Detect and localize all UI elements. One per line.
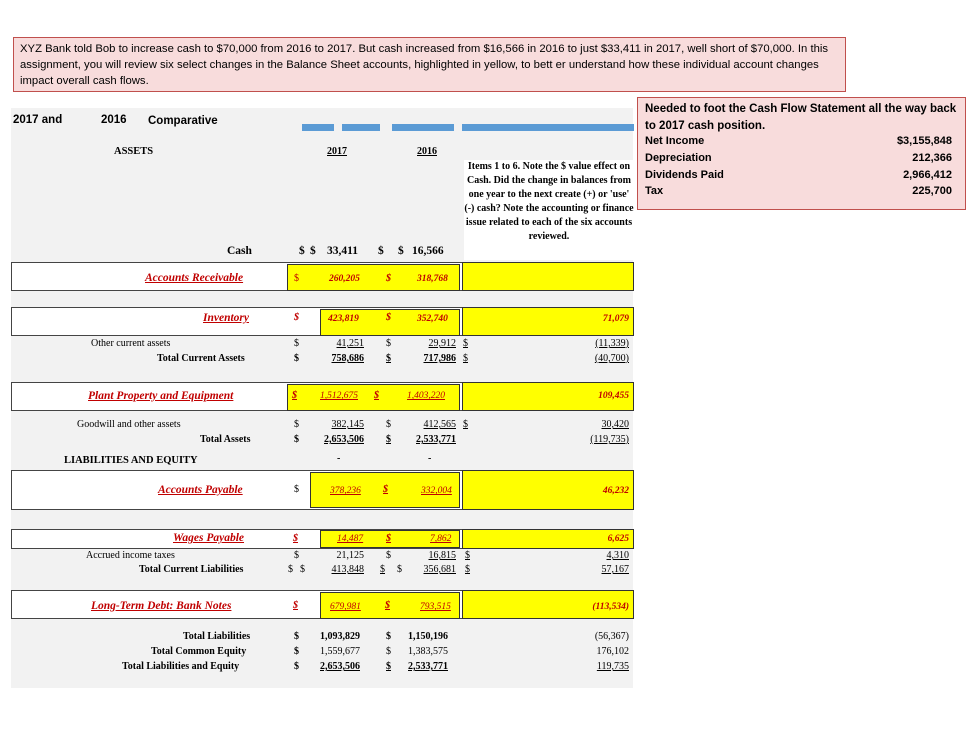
total-common-equity-2016: 1,383,575 bbox=[408, 646, 448, 657]
long-term-debt-change: (113,534) bbox=[592, 602, 629, 612]
total-assets-2017: 2,653,506 bbox=[324, 434, 364, 445]
total-current-liabilities-change: 57,167 bbox=[601, 564, 629, 575]
accrued-taxes-dollar-change: $ bbox=[465, 550, 470, 561]
cash-flow-note bbox=[637, 97, 966, 210]
cash-dollar-c: $ bbox=[378, 245, 384, 257]
total-assets-label: Total Assets bbox=[200, 434, 251, 445]
tax-value: 225,700 bbox=[912, 185, 952, 197]
total-liabilities-dollar-2016: $ bbox=[386, 631, 391, 642]
goodwill-change: 30,420 bbox=[601, 419, 629, 430]
accounts-receivable-change-cell bbox=[462, 262, 634, 291]
total-current-assets-dollar-2017: $ bbox=[294, 353, 299, 364]
goodwill-dollar-change: $ bbox=[463, 419, 468, 430]
total-current-liabilities-dollar-c: $ bbox=[380, 564, 385, 575]
instructions-text: Items 1 to 6. Note the $ value effect on Cash. Did the change in balances from one year to the next create (+) or 'use' (-) cash? Note the accounting or finance issue related to each of the six accounts reviewed. bbox=[464, 161, 634, 242]
accrued-taxes-dollar-2017: $ bbox=[294, 550, 299, 561]
cash-dollar-b: $ bbox=[310, 245, 316, 257]
header-year-2017: 2017 and bbox=[13, 114, 63, 126]
total-liabilities-equity-label: Total Liabilities and Equity bbox=[122, 661, 240, 672]
total-liabilities-dollar-2017: $ bbox=[294, 631, 299, 642]
total-liabilities-equity-dollar-2016: $ bbox=[386, 661, 391, 672]
other-current-assets-dollar-2016: $ bbox=[386, 338, 391, 349]
ppe-2016: 1,403,220 bbox=[407, 391, 445, 401]
accounts-payable-label: Accounts Payable bbox=[158, 484, 243, 496]
total-liabilities-2016: 1,150,196 bbox=[408, 631, 448, 642]
intro-text: XYZ Bank told Bob to increase cash to $70,000 from 2016 to 2017. But cash increased from $16,566 in 2016 to just $33,411 in 2017, well short of $70,000. In this assignment, you will review six select changes in the Balance Sheet accounts, highlighted in yellow, to bett er understand how these individual account changes impact overall cash flows. bbox=[20, 43, 829, 87]
instructions-note bbox=[464, 160, 634, 260]
total-liabilities-change: (56,367) bbox=[594, 631, 629, 642]
other-current-assets-change: (11,339) bbox=[595, 338, 629, 349]
wages-payable-dollar-2017: $ bbox=[293, 533, 298, 544]
total-current-liabilities-2016: 356,681 bbox=[423, 564, 456, 575]
total-common-equity-label: Total Common Equity bbox=[151, 646, 247, 657]
ppe-2017: 1,512,675 bbox=[320, 391, 358, 401]
dividends-paid-label: Dividends Paid bbox=[645, 169, 724, 181]
other-current-assets-dollar-2017: $ bbox=[294, 338, 299, 349]
liabilities-dash-2017: - bbox=[337, 453, 341, 464]
total-common-equity-change: 176,102 bbox=[596, 646, 629, 657]
total-common-equity-2017: 1,559,677 bbox=[320, 646, 360, 657]
accounts-payable-2016: 332,004 bbox=[421, 486, 452, 496]
total-common-equity-dollar-2017: $ bbox=[294, 646, 299, 657]
cash-label: Cash bbox=[227, 245, 252, 257]
goodwill-dollar-2016: $ bbox=[386, 419, 391, 430]
accounts-receivable-2016: 318,768 bbox=[417, 274, 448, 284]
inventory-label: Inventory bbox=[203, 312, 249, 324]
col-2017-header: 2017 bbox=[327, 146, 347, 157]
dividends-paid-value: 2,966,412 bbox=[903, 169, 952, 181]
long-term-debt-dollar-2017: $ bbox=[293, 600, 298, 611]
ppe-change: 109,455 bbox=[598, 391, 629, 401]
cash-dollar-a: $ bbox=[299, 245, 305, 257]
intro-note bbox=[13, 37, 846, 92]
other-current-assets-label: Other current assets bbox=[91, 338, 171, 349]
col-2016-header: 2016 bbox=[417, 146, 437, 157]
total-current-liabilities-dollar-a: $ bbox=[288, 564, 293, 575]
long-term-debt-dollar-2016: $ bbox=[385, 600, 390, 611]
cash-2016: 16,566 bbox=[412, 245, 444, 257]
total-assets-change: (119,735) bbox=[590, 434, 629, 445]
inventory-2017: 423,819 bbox=[328, 314, 359, 324]
wages-payable-2017: 14,487 bbox=[337, 534, 364, 544]
total-current-assets-dollar-change: $ bbox=[463, 353, 468, 364]
total-current-liabilities-dollar-change: $ bbox=[465, 564, 470, 575]
total-current-assets-2016: 717,986 bbox=[423, 353, 456, 364]
total-liabilities-equity-dollar-2017: $ bbox=[294, 661, 299, 672]
cash-dollar-d: $ bbox=[398, 245, 404, 257]
total-liabilities-label: Total Liabilities bbox=[183, 631, 251, 642]
header-year-2016: 2016 bbox=[101, 114, 127, 126]
goodwill-2016: 412,565 bbox=[423, 419, 456, 430]
total-current-liabilities-label: Total Current Liabilities bbox=[139, 564, 244, 575]
accrued-taxes-label: Accrued income taxes bbox=[86, 550, 175, 561]
total-current-assets-2017: 758,686 bbox=[331, 353, 364, 364]
goodwill-dollar-2017: $ bbox=[294, 419, 299, 430]
total-assets-dollar-2017: $ bbox=[294, 434, 299, 445]
total-liabilities-equity-2016: 2,533,771 bbox=[408, 661, 448, 672]
total-current-liabilities-2017: 413,848 bbox=[331, 564, 364, 575]
ppe-dollar-2017: $ bbox=[292, 390, 297, 401]
other-current-assets-2016: 29,912 bbox=[428, 338, 456, 349]
inventory-dollar-2016: $ bbox=[386, 312, 391, 323]
ppe-label: Plant Property and Equipment bbox=[88, 390, 234, 402]
accounts-receivable-dollar-2016: $ bbox=[386, 273, 391, 284]
header-bar-4 bbox=[462, 124, 634, 131]
ppe-dollar-2016: $ bbox=[374, 390, 379, 401]
accrued-taxes-change: 4,310 bbox=[606, 550, 629, 561]
net-income-label: Net Income bbox=[645, 135, 705, 147]
inventory-dollar-2017: $ bbox=[294, 312, 299, 323]
inventory-2016: 352,740 bbox=[417, 314, 448, 324]
wages-payable-dollar-2016: $ bbox=[386, 533, 391, 544]
accounts-payable-dollar-2016: $ bbox=[383, 484, 388, 495]
total-current-assets-change: (40,700) bbox=[594, 353, 629, 364]
accounts-payable-2017: 378,236 bbox=[330, 486, 361, 496]
tax-label: Tax bbox=[645, 185, 664, 197]
total-current-liabilities-dollar-d: $ bbox=[397, 564, 402, 575]
accrued-taxes-2017: 21,125 bbox=[336, 550, 364, 561]
total-current-assets-label: Total Current Assets bbox=[157, 353, 245, 364]
accounts-receivable-2017: 260,205 bbox=[329, 274, 360, 284]
total-current-assets-dollar-2016: $ bbox=[386, 353, 391, 364]
liabilities-heading: LIABILITIES AND EQUITY bbox=[64, 455, 198, 466]
header-bar-3 bbox=[392, 124, 454, 131]
total-common-equity-dollar-2016: $ bbox=[386, 646, 391, 657]
accounts-receivable-dollar-2017: $ bbox=[294, 273, 299, 284]
other-current-assets-dollar-change: $ bbox=[463, 338, 468, 349]
header-comparative: Comparative bbox=[148, 115, 218, 127]
header-bar-1 bbox=[302, 124, 334, 131]
depreciation-value: 212,366 bbox=[912, 152, 952, 164]
long-term-debt-2017: 679,981 bbox=[330, 602, 361, 612]
accounts-payable-dollar-2017: $ bbox=[294, 484, 299, 495]
cash-flow-title: Needed to foot the Cash Flow Statement all the way back to 2017 cash position. bbox=[645, 103, 957, 132]
long-term-debt-label: Long-Term Debt: Bank Notes bbox=[91, 600, 232, 612]
accounts-receivable-label: Accounts Receivable bbox=[145, 272, 244, 284]
total-assets-2016: 2,533,771 bbox=[416, 434, 456, 445]
accrued-taxes-dollar-2016: $ bbox=[386, 550, 391, 561]
accrued-taxes-2016: 16,815 bbox=[428, 550, 456, 561]
assets-heading: ASSETS bbox=[114, 146, 154, 157]
accounts-payable-change: 46,232 bbox=[602, 486, 629, 496]
cash-2017: 33,411 bbox=[327, 245, 358, 257]
total-liabilities-equity-change: 119,735 bbox=[596, 661, 629, 672]
wages-payable-2016: 7,862 bbox=[430, 534, 452, 544]
total-current-liabilities-dollar-b: $ bbox=[300, 564, 305, 575]
net-income-value: $3,155,848 bbox=[896, 135, 952, 147]
header-bar-2 bbox=[342, 124, 380, 131]
inventory-change: 71,079 bbox=[602, 314, 629, 324]
goodwill-label: Goodwill and other assets bbox=[77, 419, 181, 430]
wages-payable-change: 6,625 bbox=[607, 534, 629, 544]
total-liabilities-2017: 1,093,829 bbox=[320, 631, 360, 642]
other-current-assets-2017: 41,251 bbox=[336, 338, 364, 349]
depreciation-label: Depreciation bbox=[645, 152, 712, 164]
long-term-debt-2016: 793,515 bbox=[420, 602, 451, 612]
wages-payable-label: Wages Payable bbox=[173, 532, 245, 544]
total-liabilities-equity-2017: 2,653,506 bbox=[320, 661, 360, 672]
total-assets-dollar-2016: $ bbox=[386, 434, 391, 445]
liabilities-dash-2016: - bbox=[428, 453, 432, 464]
goodwill-2017: 382,145 bbox=[331, 419, 364, 430]
